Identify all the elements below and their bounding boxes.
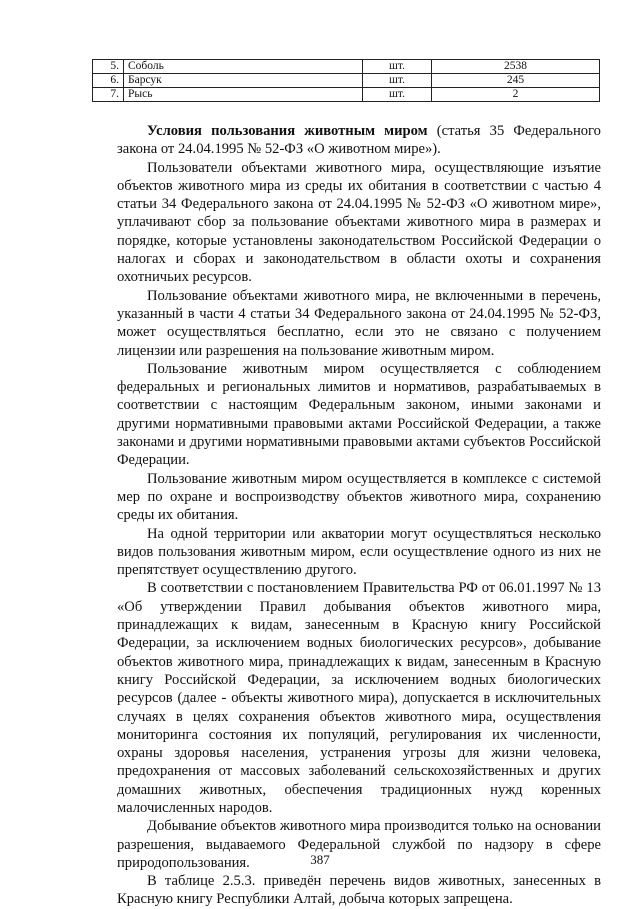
row-number: 7. <box>93 88 124 102</box>
unit-cell: шт. <box>363 74 432 88</box>
paragraph: В соответствии с постановлением Правительства РФ от 06.01.1997 № 13 «Об утверждении Правил добывания объектов животного мира, принадлежащих к видам, занесенным в Красную книгу Российской Федерации, за исключением водных биологических ресурсов», добывание объектов животного мира, принадлежащих к видам, занесенным в Красную книгу Российской Федерации, за исключением водных биологических ресурсов (далее - объекты животного мира), допускается в исключительных случаях в целях сохранения объектов животного мира, осуществления мониторинга состояния их популяций, регулирования их численности, охраны здоровья населения, устранения угрозы для жизни человека, предохранения от массовых заболеваний сельскохозяйственных и других домашних животных, обеспечения традиционных нужд коренных малочисленных народов. <box>117 580 601 816</box>
species-table <box>92 59 600 102</box>
species-table-body <box>93 60 600 102</box>
paragraph: Пользователи объектами животного мира, осуществляющие изъятие объектов животного мира из среды их обитания в соответствии с частью 4 статьи 34 Федерального закона от 24.04.1995 № 52-ФЗ «О животном мире», уплачивают сбор за пользование объектами животного мира в размерах и порядке, которые установлены законодательством Российской Федерации о налогах и сборах и законодательством в области охоты и сохранения охотничьих ресурсов. <box>117 159 601 286</box>
species-name: Рысь <box>124 88 363 102</box>
paragraph: Пользование животным миром осуществляется в комплексе с системой мер по охране и воспроизводству объектов животного мира, сохранению среды их обитания. <box>117 470 601 524</box>
page-number: 387 <box>310 852 330 867</box>
section-heading: Условия пользования животным миром <box>147 123 428 139</box>
heading-citation: (статья 35 Федерального закона от 24.04.1995 № 52-ФЗ «О животном мире»). <box>117 123 601 158</box>
quantity-cell: 245 <box>432 74 600 88</box>
section-heading-paragraph <box>117 122 601 159</box>
unit-cell: шт. <box>363 88 432 102</box>
paragraph: Пользование объектами животного мира, не включенными в перечень, указанный в части 4 статьи 34 Федерального закона от 24.04.1995 № 52-ФЗ, может осуществляться бесплатно, если это не связано с получением лицензии или разрешения на пользование животным миром. <box>117 287 601 359</box>
row-number: 6. <box>93 74 124 88</box>
species-name: Соболь <box>124 60 363 74</box>
paragraph: Пользование животным миром осуществляется с соблюдением федеральных и региональных лимитов и нормативов, разрабатываемых в соответствии с настоящим Федеральным законом, иными законами и другими нормативными правовыми актами Российской Федерации, а также законами и другими нормативными правовыми актами субъектов Российской Федерации. <box>117 360 601 469</box>
table-row <box>93 60 600 74</box>
species-name: Барсук <box>124 74 363 88</box>
table-row <box>93 88 600 102</box>
paragraph: На одной территории или акватории могут осуществляться несколько видов пользования животным миром, если осуществление одного из них не препятствует осуществлению другого. <box>117 525 601 579</box>
body-text <box>117 122 601 909</box>
table-row <box>93 74 600 88</box>
paragraph: В таблице 2.5.3. приведён перечень видов животных, занесенных в Красную книгу Республики Алтай, добыча которых запрещена. <box>117 873 601 908</box>
quantity-cell: 2 <box>432 88 600 102</box>
unit-cell: шт. <box>363 60 432 74</box>
quantity-cell: 2538 <box>432 60 600 74</box>
paragraph: Добывание объектов животного мира производится только на основании разрешения, выдаваемого Федеральной службой по надзору в сфере природопользования. <box>117 818 601 871</box>
row-number: 5. <box>93 60 124 74</box>
